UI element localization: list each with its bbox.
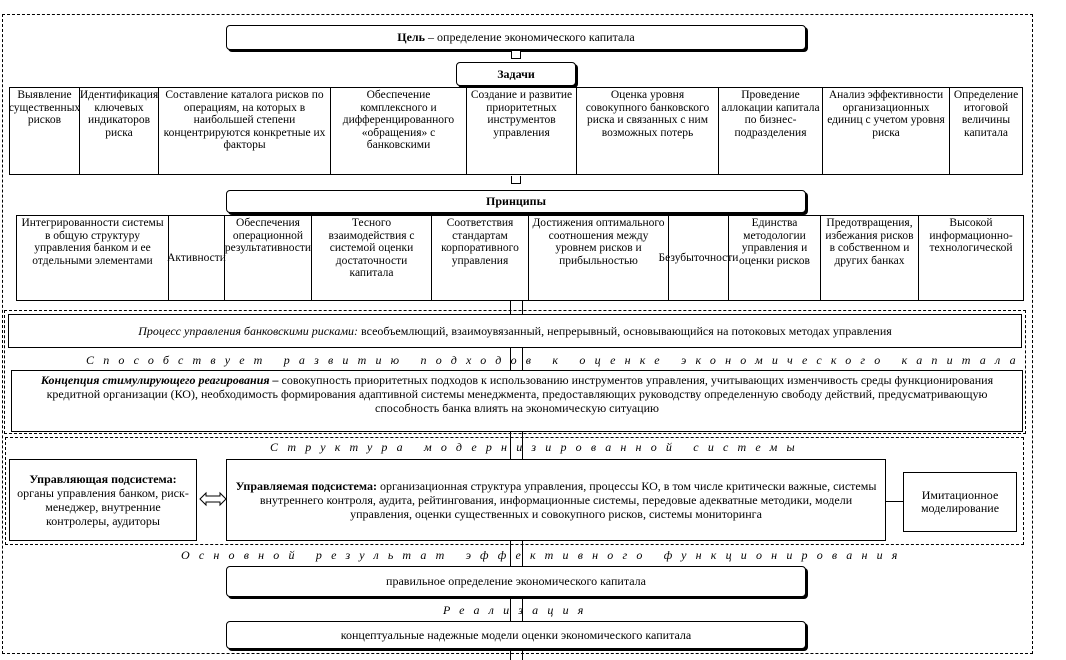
managed-text: организационная структура управления, процессы КО, в том числе критически важные, системы внутреннего контроля, аудита, рейтингования, информационные системы, передовые адекватные методики, модели управления, оценки существенных и совокупного рисков, системы мониторинга	[259, 479, 877, 521]
principle-cell	[821, 216, 919, 300]
task-cell	[719, 88, 823, 174]
task-text: Определение итоговой величины капитала	[953, 89, 1019, 139]
managing-text: органы управления банком, риск-менеджер, внутренние контролеры, аудиторы	[17, 486, 189, 528]
task-cell	[159, 88, 331, 174]
process-label: Процесс управления банковскими рисками:	[138, 324, 358, 338]
result-box	[226, 566, 806, 597]
task-cell	[467, 88, 577, 174]
process-text: всеобъемлющий, взаимоувязанный, непрерывный, основывающийся на потоковых методах управления	[358, 324, 892, 338]
simulation-text: Имитационное моделирование	[920, 488, 1000, 515]
managed-label: Управляемая подсистема:	[235, 479, 377, 493]
principle-text: Обеспечения операционной результативности	[224, 217, 312, 254]
principle-cell	[919, 216, 1023, 300]
tasks-title-box	[456, 62, 576, 86]
principle-text: Соответствия стандартам корпоративного управления	[441, 217, 519, 267]
structure-label: Структура модернизированной системы	[270, 440, 804, 454]
principles-row	[16, 215, 1024, 301]
principle-cell	[17, 216, 169, 300]
realization-box	[226, 621, 806, 649]
task-cell	[80, 88, 159, 174]
concept-text: совокупность приоритетных подходов к использованию инструментов управления, учитывающих изменчивость среды функционирования кредитной организации (КО), необходимость формирования адаптивной системы менеджмента, предоставляющих руководству определенную свободу действий, предусматривающую способность банка влиять на экономическую ситуацию	[46, 373, 994, 415]
principle-cell	[225, 216, 312, 300]
task-text: Оценка уровня совокупного банковского риска и связанных с ним возможных потерь	[585, 89, 710, 139]
principle-text: Интегрированности системы в общую структуру управления банком и ее отдельными элементами	[21, 217, 164, 267]
task-text: Создание и развитие приоритетных инструментов управления	[470, 89, 573, 139]
principle-cell	[729, 216, 821, 300]
principle-text: Предотвращения, избежания рисков в собственном и других банках	[825, 217, 914, 267]
principle-text: Единства методологии управления и оценки рисков	[739, 217, 810, 267]
managed-subsystem-box	[226, 459, 886, 541]
principle-text: Тесного взаимодействия с системой оценки достаточности капитала	[328, 217, 415, 279]
goal-label: Цель	[397, 30, 426, 44]
task-text: Проведение аллокации капитала по бизнес-подразделения	[721, 89, 820, 139]
task-text: Идентификация ключевых индикаторов риска	[79, 89, 159, 139]
tasks-row	[9, 87, 1023, 175]
goal-box	[226, 25, 806, 50]
task-text: Анализ эффективности организационных единиц с учетом уровня риска	[827, 89, 945, 139]
concept-box	[11, 370, 1023, 432]
managing-label: Управляющая подсистема:	[29, 472, 177, 486]
task-cell	[10, 88, 80, 174]
concept-label: Концепция стимулирующего реагирования –	[40, 373, 279, 387]
principles-title: Принципы	[486, 194, 546, 208]
bidirectional-arrow-icon	[199, 491, 227, 507]
principle-cell	[169, 216, 225, 300]
managing-subsystem-box	[9, 459, 197, 541]
arrow-connector	[511, 176, 521, 184]
arrow-connector	[511, 51, 521, 59]
result-label: Основной результат эффективного функционирования	[181, 548, 907, 562]
task-text: Обеспечение комплексного и дифференцированного «обращения» с банковскими	[342, 89, 455, 151]
goal-text: – определение экономического капитала	[425, 30, 635, 44]
tasks-title: Задачи	[497, 66, 535, 81]
principle-cell	[312, 216, 432, 300]
realization-text: концептуальные надежные модели оценки экономического капитала	[340, 627, 692, 642]
principle-cell	[658, 216, 739, 300]
promotes-label: Способствует развитию подходов к оценке экономического капитала	[86, 353, 1025, 367]
principle-cell	[529, 216, 669, 300]
task-cell	[577, 88, 719, 174]
simulation-box	[903, 472, 1017, 532]
process-box	[8, 314, 1022, 348]
principle-text: Достижения оптимального соотношения между уровнем рисков и прибыльностью	[532, 217, 665, 267]
task-cell	[950, 88, 1022, 174]
task-cell	[331, 88, 467, 174]
principle-cell	[432, 216, 529, 300]
principle-text: Безубыточности	[658, 251, 739, 264]
realization-label: Реализация	[443, 603, 593, 617]
principles-title-box	[226, 190, 806, 213]
link-line	[886, 501, 903, 502]
task-cell	[823, 88, 950, 174]
task-text: Выявление существенных рисков	[8, 89, 81, 126]
principle-text: Высокой информационно-технологической	[929, 217, 1013, 254]
result-text: правильное определение экономического капитала	[386, 574, 646, 588]
task-text: Составление каталога рисков по операциям, на которых в наибольшей степени концентрируются конкретные их факторы	[163, 89, 326, 151]
principle-text: Активности	[167, 251, 226, 264]
